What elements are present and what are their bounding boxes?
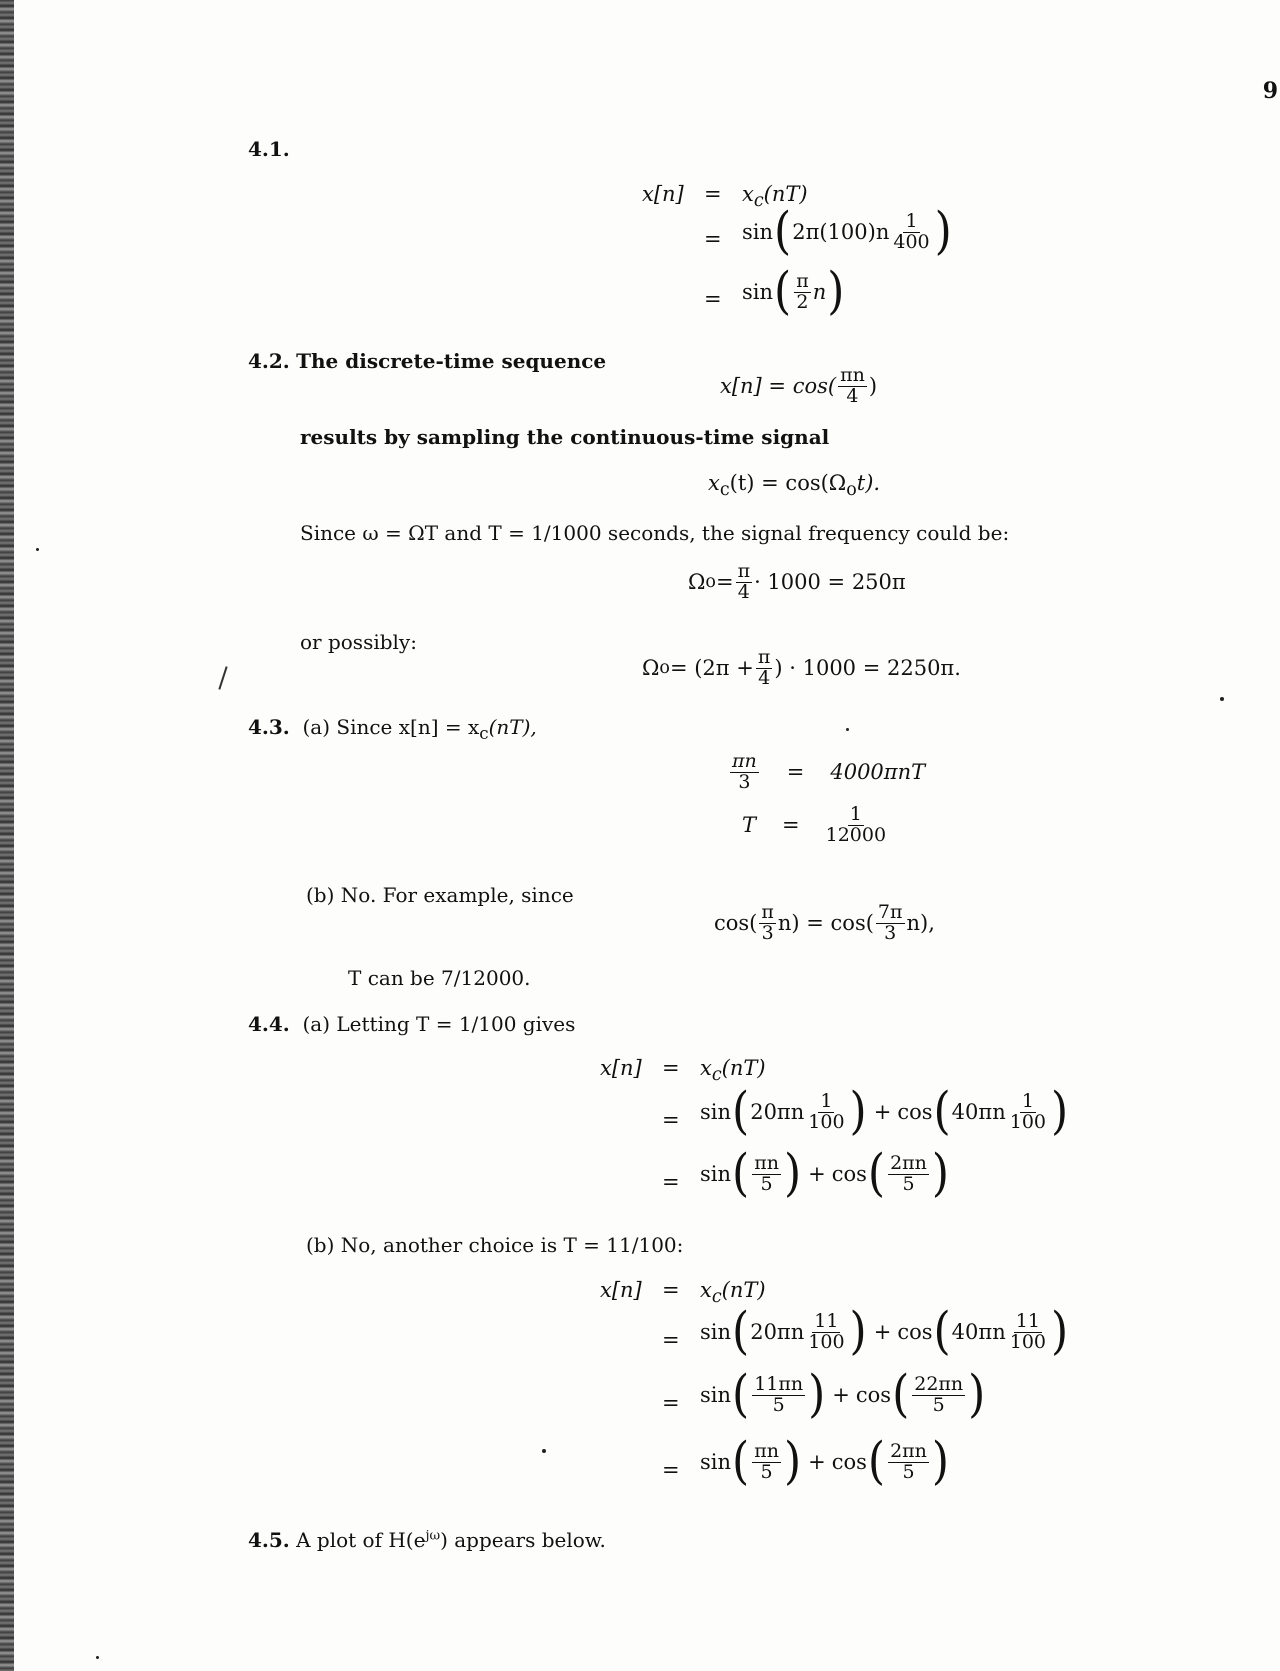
eq-4-1-eq3: = [704,287,722,311]
eq-4-4-a-eq3: = [662,1170,680,1194]
problem-4-3-a: 4.3. (a) Since $x[n] = x_c(nT)$, [248,715,537,743]
eq-4-2-omega1: Ω o = $\frac{\pi}{4}$ · 1000 = 250π [688,560,906,603]
eq-4-4-b-eq4: = [662,1458,680,1482]
eq-4-4-a-row2: sin ( 20πn $\frac{1}{100}$ ) + cos ( 40πn $\frac{1}{100}$ ) [700,1082,1069,1141]
problem-4-2: 4.2. The discrete-time sequence [248,349,607,373]
eq-4-2-omega2: Ω o = (2π + $\frac{\pi}{4}$ ) · 1000 = 2250π. [642,646,961,689]
eq-4-1-row2: sin ( 2π(100)n $\frac{1}{400}$ ) [742,202,952,261]
problem-4-5: 4.5. A plot of $H(e^{j\omega})$ appears below. [248,1528,606,1552]
problem-4-4-b: (b) No, another choice is T = 11/100: [306,1233,684,1257]
eq-4-4-a-row1: $x_c(nT)$ [700,1056,766,1086]
scan-edge [0,0,14,1671]
problem-4-2-since: Since ω = ΩT and T = 1/1000 seconds, the signal frequency could be: [300,521,1010,545]
scan-speck [96,1656,99,1659]
eq-4-4-a-eq1: = [662,1056,680,1080]
problem-4-3-b: (b) No. For example, since [306,883,574,907]
eq-4-4-b-eq2: = [662,1328,680,1352]
eq-4-4-a-eq2: = [662,1108,680,1132]
problem-4-2-or: or possibly: [300,630,417,654]
problem-4-3-b-tail: T can be 7/12000. [348,966,531,990]
eq-4-1-eq2: = [704,227,722,251]
eq-4-4-b-eq3: = [662,1391,680,1415]
scan-mark-slash [218,666,227,689]
eq-4-4-b-eq1: = [662,1278,680,1302]
scan-speck [542,1449,546,1453]
eq-4-2-sequence: x[n] = cos( $\frac{\pi n}{4}$ ) [720,364,878,407]
scan-speck [1220,697,1224,701]
eq-4-1-lhs: x[n] [642,182,684,206]
scan-speck [36,548,39,551]
eq-4-4-b-row2: sin ( 20πn $\frac{11}{100}$ ) + cos ( 40πn $\frac{11}{100}$ ) [700,1302,1069,1361]
eq-4-4-b-row3: sin ( $\frac{11\pi n}{5}$ ) + cos ( $\frac{22\pi n}{5}$ ) [700,1365,986,1424]
eq-4-2-signal: $x_c(t) = \cos(\Omega_ot)$. [708,471,881,501]
eq-4-1-eq1: = [704,182,722,206]
scan-speck [846,728,849,731]
eq-4-3-cos: cos( $\frac{\pi}{3}$ n) = cos( $\frac{7\pi}{3}$ n), [714,901,935,944]
eq-4-4-b-row4: sin ( $\frac{\pi n}{5}$ ) + cos ( $\frac{2\pi n}{5}$ ) [700,1432,950,1491]
problem-4-2-mid: results by sampling the continuous-time signal [300,425,830,449]
eq-4-3-row2: T = $\frac{1}{12000}$ [742,803,887,846]
eq-4-4-b-row1: $x_c(nT)$ [700,1278,766,1308]
problem-4-1-label: 4.1. [248,137,290,161]
eq-4-1-row3: sin ( $\frac{\pi}{2}$ n ) [742,262,845,321]
eq-4-4-a-row3: sin ( $\frac{\pi n}{5}$ ) + cos ( $\frac{2\pi n}{5}$ ) [700,1144,950,1203]
problem-4-4-a: 4.4. (a) Letting T = 1/100 gives [248,1012,576,1036]
eq-4-1-row1: $x_c(nT)$ [742,182,808,212]
eq-4-4-b-lhs: x[n] [600,1278,642,1302]
eq-4-4-a-lhs: x[n] [600,1056,642,1080]
page-number: 9 [1262,78,1278,104]
eq-4-3-row1: $\frac{\pi n}{3}$ = 4000πnT [732,750,926,793]
